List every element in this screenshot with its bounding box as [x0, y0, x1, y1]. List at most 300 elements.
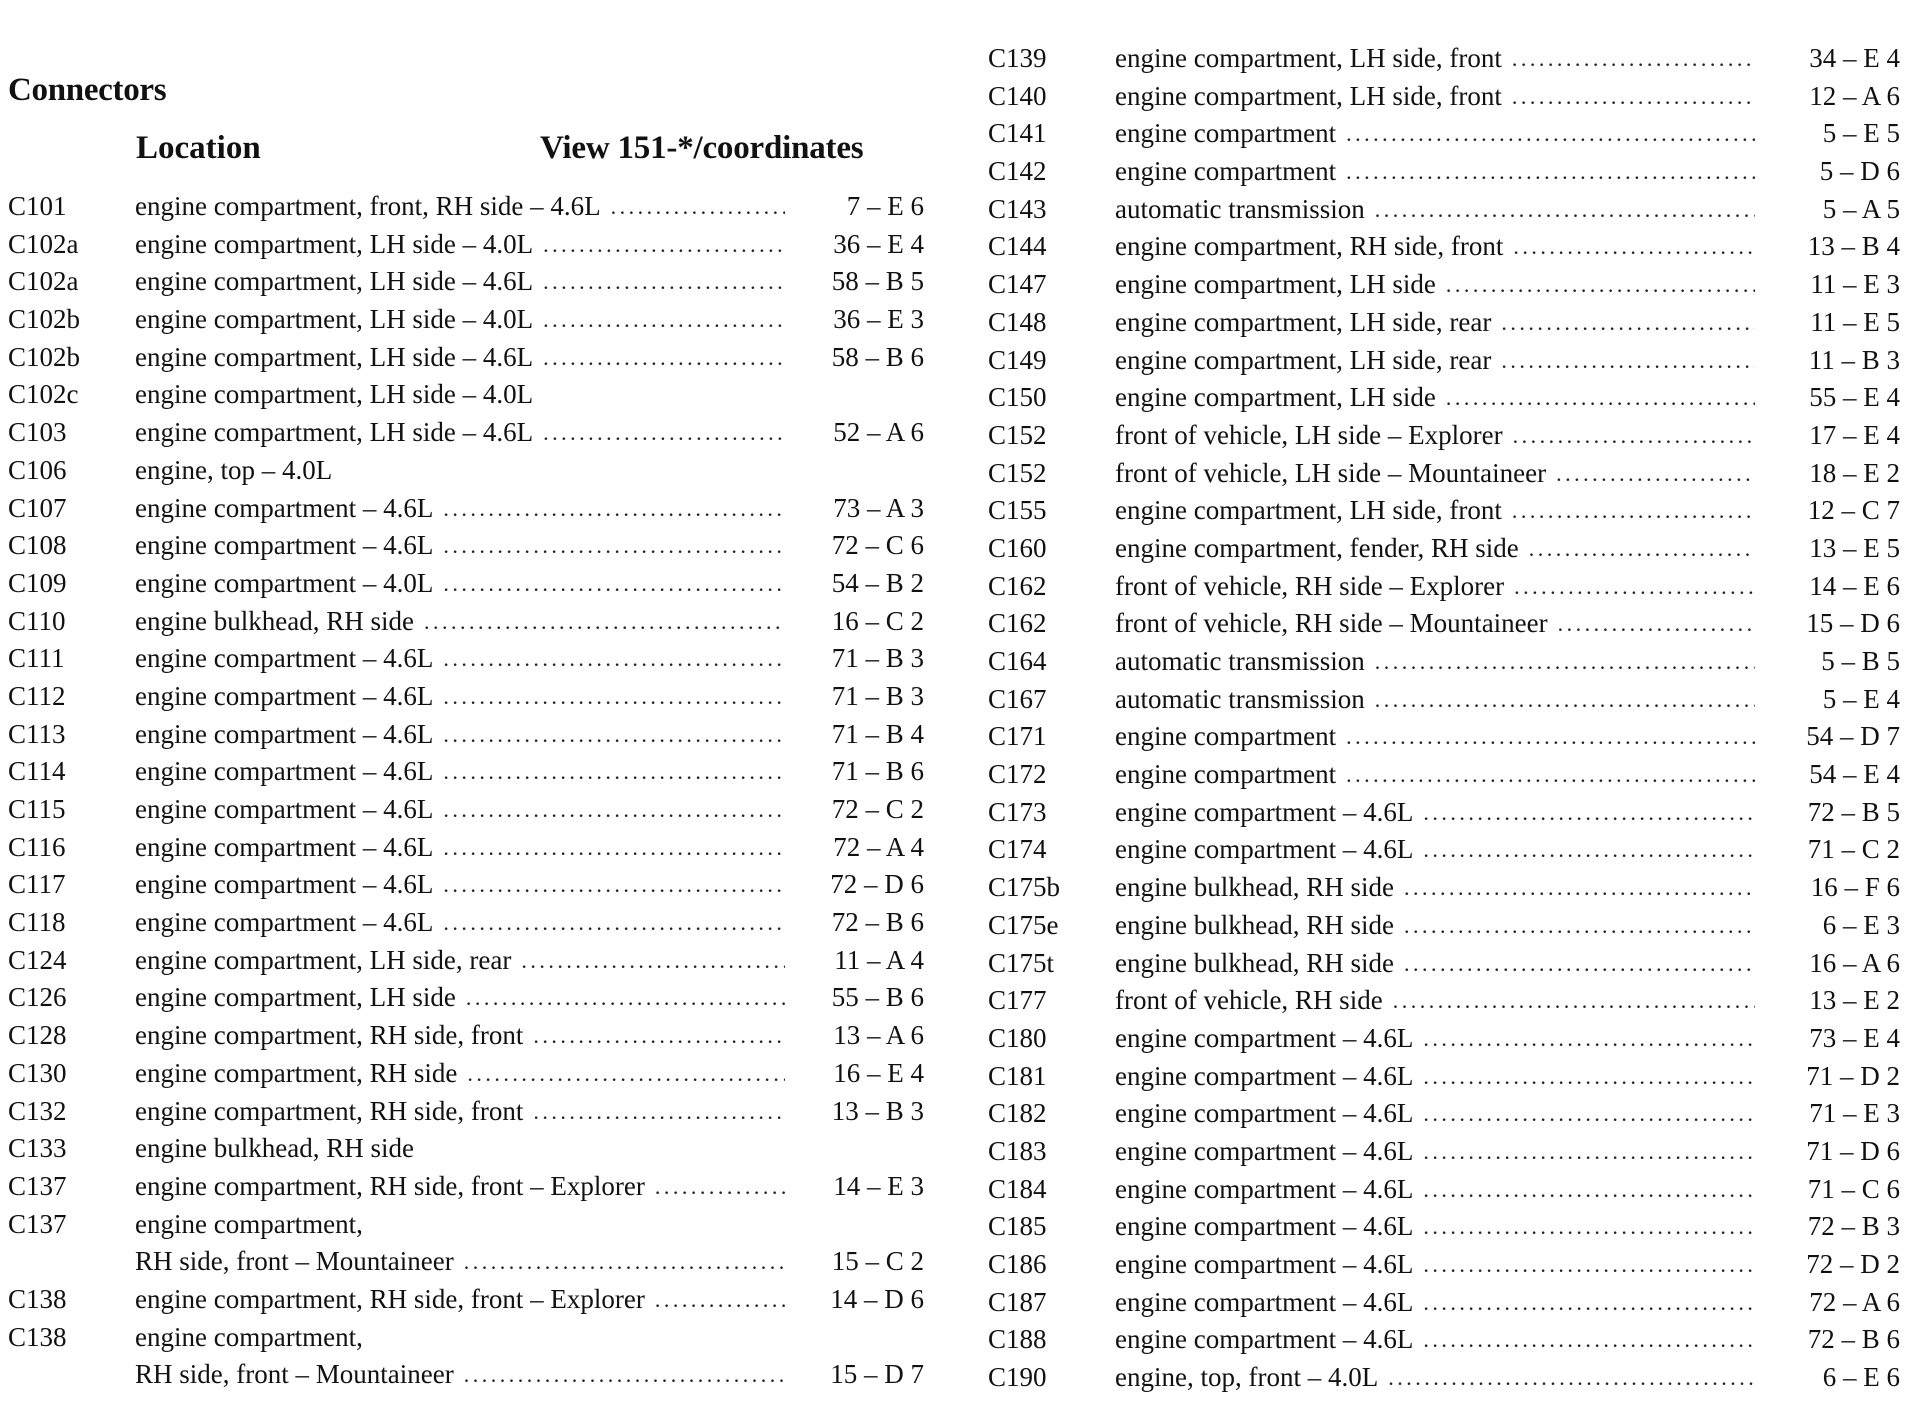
connector-id: C173 [988, 796, 1047, 827]
connector-location [135, 1243, 785, 1281]
connector-location [135, 1356, 785, 1394]
connector-id: C140 [988, 80, 1047, 111]
connector-location [135, 1093, 785, 1131]
connector-location-text: engine bulkhead, RH side [1115, 947, 1394, 978]
connector-location [135, 1055, 785, 1093]
connector-id: C137 [8, 1170, 67, 1201]
connector-row [988, 982, 1900, 1020]
connector-location [135, 301, 785, 339]
dot-leader [1513, 417, 1755, 455]
connector-id: C164 [988, 646, 1047, 676]
dot-leader [611, 188, 785, 226]
dot-leader [1514, 568, 1755, 606]
dot-leader [1346, 756, 1755, 794]
connector-coordinates: 71 – C 2 [1807, 834, 1900, 865]
connector-coordinates: 58 – B 6 [831, 341, 924, 372]
connector-coordinates: 72 – A 6 [1809, 1286, 1900, 1317]
connector-id: C162 [988, 570, 1047, 601]
connector-location [135, 829, 785, 867]
connector-location [135, 1319, 785, 1357]
connector-row [988, 1058, 1900, 1096]
connector-location [135, 1168, 785, 1206]
connector-coordinates: 13 – E 2 [1809, 985, 1900, 1016]
dot-leader [1346, 115, 1755, 153]
connector-location-text: engine compartment, LH side – 4.6L [135, 417, 534, 448]
connector-id: C181 [988, 1060, 1047, 1091]
connector-location-text: engine compartment, LH side, rear [135, 944, 512, 975]
connector-id: C141 [988, 118, 1047, 149]
dot-leader [1404, 945, 1755, 983]
connector-row [988, 78, 1900, 116]
connector-coordinates: 58 – B 5 [831, 266, 924, 297]
connector-row [988, 115, 1900, 153]
connector-location [1115, 228, 1755, 266]
connector-id: C167 [988, 683, 1047, 714]
connector-location [1115, 756, 1755, 794]
connector-location [1115, 1284, 1755, 1322]
connector-location [135, 226, 785, 264]
connector-row [988, 681, 1900, 719]
connector-location [1115, 605, 1755, 643]
connector-location-text: automatic transmission [1115, 646, 1365, 676]
connector-row [8, 716, 924, 754]
connector-id: C175b [988, 872, 1061, 903]
connector-location [1115, 1095, 1755, 1133]
connector-location-text: engine, top – 4.0L [135, 454, 333, 485]
connector-location [1115, 304, 1755, 342]
connector-location-text: front of vehicle, LH side – Mountaineer [1115, 457, 1547, 488]
connector-location-text: engine compartment – 4.6L [1115, 1249, 1414, 1279]
connector-location [1115, 1133, 1755, 1171]
connector-coordinates: 12 – C 7 [1807, 495, 1900, 526]
dot-leader [1501, 304, 1755, 342]
connector-location [1115, 1058, 1755, 1096]
connector-row [988, 379, 1900, 417]
connector-coordinates: 17 – E 4 [1809, 419, 1900, 450]
connector-id: C152 [988, 419, 1047, 450]
connector-row [8, 1243, 924, 1281]
connector-id: C132 [8, 1095, 67, 1126]
connector-coordinates: 15 – C 2 [831, 1246, 924, 1277]
connector-location [1115, 945, 1755, 983]
connector-row [988, 718, 1900, 756]
connector-id: C107 [8, 492, 67, 523]
connector-id: C187 [988, 1286, 1047, 1317]
connector-row [988, 492, 1900, 530]
dot-leader [443, 527, 785, 565]
connector-row [988, 869, 1900, 907]
connector-coordinates: 73 – E 4 [1809, 1022, 1900, 1053]
connector-id: C116 [8, 831, 66, 862]
connector-location-text: engine compartment, [135, 1321, 363, 1352]
connector-location [1115, 191, 1755, 229]
connector-location [135, 603, 785, 641]
connector-coordinates: 36 – E 3 [833, 304, 924, 335]
connector-row [988, 342, 1900, 380]
connector-coordinates: 12 – A 6 [1809, 80, 1900, 111]
connector-id: C177 [988, 985, 1047, 1016]
dot-leader [443, 829, 785, 867]
dot-leader [1423, 1208, 1755, 1246]
connector-location-text: engine compartment – 4.6L [135, 530, 434, 561]
dot-leader [1375, 681, 1755, 719]
connector-location-text: engine compartment – 4.6L [135, 680, 434, 711]
connector-location-text: engine compartment, RH side [135, 1057, 458, 1088]
connector-location-text: engine compartment, RH side, front [135, 1095, 524, 1126]
connector-location [1115, 907, 1755, 945]
dot-leader [533, 1017, 785, 1055]
connector-location-text: engine compartment, LH side, rear [1115, 344, 1492, 375]
connector-coordinates: 36 – E 4 [833, 228, 924, 259]
connector-row [988, 643, 1900, 681]
dot-leader [373, 1206, 785, 1244]
connector-coordinates: 55 – B 6 [831, 982, 924, 1013]
connector-coordinates: 72 – C 2 [831, 794, 924, 824]
connector-id: C133 [8, 1133, 67, 1164]
connector-id: C102b [8, 341, 81, 372]
connector-id: C130 [8, 1057, 67, 1088]
connector-id: C102c [8, 379, 79, 410]
connector-location-text: engine, top, front – 4.0L [1115, 1362, 1379, 1393]
connector-location-text: engine compartment – 4.6L [135, 794, 434, 824]
connector-id: C184 [988, 1173, 1047, 1204]
connector-id: C108 [8, 530, 67, 561]
connector-location-text: engine compartment, LH side, front [1115, 43, 1502, 73]
connector-location [135, 452, 785, 490]
dot-leader [1388, 1359, 1755, 1397]
connector-row [8, 1017, 924, 1055]
connector-id: C149 [988, 344, 1047, 375]
connector-coordinates: 5 – D 6 [1819, 156, 1900, 187]
connector-row [988, 455, 1900, 493]
connector-location-text: engine compartment, fender, RH side [1115, 532, 1519, 563]
connector-location-text: engine compartment, RH side, front – Explorer [135, 1283, 645, 1314]
connector-row [8, 452, 924, 490]
dot-leader [1556, 455, 1755, 493]
connector-location [135, 1206, 785, 1244]
connector-coordinates: 16 – F 6 [1810, 872, 1900, 903]
connector-row [8, 791, 924, 829]
dot-leader [543, 226, 785, 264]
dot-leader [1423, 831, 1755, 869]
connector-coordinates: 11 – A 4 [834, 944, 924, 975]
connector-location-text: engine compartment [1115, 156, 1337, 187]
connector-location-text: engine compartment, RH side, front [1115, 231, 1504, 262]
view-column-header: View 151-*/coordinates [540, 130, 864, 166]
connector-location-text: front of vehicle, RH side – Mountaineer [1115, 608, 1548, 639]
dot-leader [443, 753, 785, 791]
connector-location-text: engine compartment – 4.6L [135, 756, 434, 787]
connector-location [1115, 153, 1755, 191]
connector-id: C101 [8, 191, 67, 221]
connector-coordinates: 15 – D 6 [1806, 608, 1900, 639]
connector-row [8, 263, 924, 301]
dot-leader [443, 904, 785, 942]
connector-location-text: engine bulkhead, RH side [1115, 909, 1394, 940]
connector-row [8, 1055, 924, 1093]
connector-coordinates: 71 – B 4 [831, 718, 924, 749]
connector-row [988, 417, 1900, 455]
connector-location-text: engine compartment, LH side, front [1115, 495, 1502, 526]
connector-location [1115, 1020, 1755, 1058]
connector-location [135, 490, 785, 528]
dot-leader [1375, 643, 1755, 681]
connector-location [1115, 794, 1755, 832]
connector-location [1115, 1171, 1755, 1209]
connector-location-text: engine compartment – 4.0L [135, 567, 434, 598]
connector-location [1115, 1321, 1755, 1359]
connector-location [1115, 568, 1755, 606]
connector-row [988, 831, 1900, 869]
connector-location [1115, 869, 1755, 907]
connector-location-text: engine compartment, LH side – 4.0L [135, 228, 534, 259]
dot-leader [543, 339, 785, 377]
connector-coordinates: 71 – C 6 [1807, 1173, 1900, 1204]
connector-location-text: engine compartment – 4.6L [1115, 834, 1414, 865]
connector-location [135, 791, 785, 829]
connector-id: C180 [988, 1022, 1047, 1053]
connector-location [135, 753, 785, 791]
connector-row [8, 188, 924, 226]
connector-id: C152 [988, 457, 1047, 488]
connector-id: C103 [8, 417, 67, 448]
connector-row [8, 904, 924, 942]
dot-leader [1346, 718, 1755, 756]
connector-id: C144 [988, 231, 1047, 262]
connector-coordinates: 11 – E 5 [1810, 306, 1900, 337]
dot-leader [443, 565, 785, 603]
connector-location-text: engine compartment, LH side – 4.6L [135, 266, 534, 297]
connector-location-text: engine compartment – 4.6L [135, 907, 434, 938]
dot-leader [1393, 982, 1755, 1020]
connector-location [1115, 982, 1755, 1020]
connector-coordinates: 13 – E 5 [1809, 532, 1900, 563]
connector-location [135, 716, 785, 754]
connector-location-text: engine bulkhead, RH side [135, 605, 414, 636]
connector-row [8, 1093, 924, 1131]
connector-location-text: engine compartment – 4.6L [135, 718, 434, 749]
connector-location [1115, 266, 1755, 304]
connector-coordinates: 16 – E 4 [833, 1057, 924, 1088]
connector-id: C111 [8, 643, 65, 674]
dot-leader [543, 414, 785, 452]
connector-row [8, 226, 924, 264]
connector-location [135, 904, 785, 942]
connector-row [8, 1281, 924, 1319]
connector-location-text: engine compartment, LH side – 4.0L [135, 304, 534, 335]
connector-location-text: engine compartment [1115, 721, 1337, 752]
connector-coordinates: 72 – C 6 [831, 530, 924, 561]
connector-location-text: engine compartment, [135, 1208, 363, 1239]
connector-location-text: engine compartment – 4.6L [1115, 1022, 1414, 1053]
connector-id: C150 [988, 382, 1047, 413]
dot-leader [424, 1130, 785, 1168]
dot-leader [1513, 228, 1755, 266]
dot-leader [443, 716, 785, 754]
connector-id: C175t [988, 947, 1055, 978]
connector-location [1115, 1246, 1755, 1284]
dot-leader [466, 979, 785, 1017]
dot-leader [1404, 907, 1755, 945]
connector-id: C114 [8, 756, 66, 787]
dot-leader [533, 1093, 785, 1131]
connector-id: C126 [8, 982, 67, 1013]
connector-row [8, 603, 924, 641]
connector-id: C183 [988, 1135, 1047, 1166]
connector-row [988, 945, 1900, 983]
dot-leader [467, 1055, 785, 1093]
connector-location [135, 376, 785, 414]
connector-coordinates: 73 – A 3 [833, 492, 924, 523]
connector-coordinates: 14 – E 3 [833, 1170, 924, 1201]
connector-coordinates: 71 – D 2 [1806, 1060, 1900, 1091]
connector-location [135, 866, 785, 904]
connector-location [135, 1130, 785, 1168]
connector-coordinates: 71 – B 6 [831, 756, 924, 787]
connector-location-text: engine compartment, RH side, front [135, 1020, 524, 1051]
connector-id: C118 [8, 907, 66, 938]
connector-row [8, 1130, 924, 1168]
connector-row [988, 530, 1900, 568]
dot-leader [1512, 78, 1755, 116]
connector-row [988, 1133, 1900, 1171]
left-connector-list [8, 188, 924, 1394]
connector-row [988, 1321, 1900, 1359]
connector-location [1115, 342, 1755, 380]
connector-coordinates: 72 – B 3 [1807, 1211, 1900, 1242]
connector-location-text: engine compartment, LH side [1115, 382, 1436, 413]
connector-coordinates: 11 – B 3 [1808, 344, 1900, 375]
connector-location-text: engine compartment – 4.6L [135, 831, 434, 862]
page-title: Connectors [8, 72, 167, 108]
connector-id: C110 [8, 605, 66, 636]
connector-location-text: RH side, front – Mountaineer [135, 1246, 454, 1277]
connector-row [8, 979, 924, 1017]
connector-location [135, 565, 785, 603]
connector-id: C128 [8, 1020, 67, 1051]
dot-leader [1423, 1246, 1755, 1284]
connector-coordinates: 14 – D 6 [830, 1283, 924, 1314]
dot-leader [1512, 40, 1755, 78]
connector-row [988, 40, 1900, 78]
connector-location-text: front of vehicle, LH side – Explorer [1115, 419, 1503, 450]
dot-leader [521, 942, 785, 980]
connector-coordinates: 6 – E 3 [1822, 909, 1900, 940]
connector-location [1115, 831, 1755, 869]
connector-row [8, 942, 924, 980]
connector-location-text: engine compartment, LH side [135, 982, 456, 1013]
dot-leader [1423, 1095, 1755, 1133]
connector-row [988, 907, 1900, 945]
dot-leader [1404, 869, 1755, 907]
connector-row [8, 1356, 924, 1394]
connector-row [8, 339, 924, 377]
connector-row [8, 527, 924, 565]
dot-leader [464, 1356, 785, 1394]
connector-id: C139 [988, 43, 1047, 73]
connector-id: C142 [988, 156, 1047, 187]
connector-coordinates: 72 – B 6 [1807, 1324, 1900, 1355]
connector-row [988, 756, 1900, 794]
connector-location-text: engine compartment [1115, 759, 1337, 790]
connector-row [8, 678, 924, 716]
connector-id: C109 [8, 567, 67, 598]
connector-coordinates: 34 – E 4 [1809, 43, 1900, 73]
connector-location [135, 1281, 785, 1319]
connector-location [135, 527, 785, 565]
connector-row [8, 376, 924, 414]
dot-leader [373, 1319, 785, 1357]
connector-id: C190 [988, 1362, 1047, 1393]
dot-leader [464, 1243, 785, 1281]
connector-location-text: engine compartment – 4.6L [1115, 796, 1414, 827]
connector-id: C172 [988, 759, 1047, 790]
dot-leader [1375, 191, 1755, 229]
connector-id: C138 [8, 1321, 67, 1352]
dot-leader [1423, 1284, 1755, 1322]
dot-leader [1529, 530, 1755, 568]
connector-id: C147 [988, 269, 1047, 300]
connector-location-text: front of vehicle, RH side – Explorer [1115, 570, 1505, 601]
connector-location-text: engine compartment, RH side, front – Explorer [135, 1170, 645, 1201]
connector-row [8, 490, 924, 528]
connector-location-text: engine compartment, LH side, rear [1115, 306, 1492, 337]
connector-location-text: engine compartment – 4.6L [135, 869, 434, 900]
dot-leader [1423, 794, 1755, 832]
connector-row [8, 1206, 924, 1244]
connector-coordinates: 72 – D 6 [830, 869, 924, 900]
connector-row [8, 301, 924, 339]
connector-location [135, 414, 785, 452]
dot-leader [1346, 153, 1755, 191]
connector-row [8, 414, 924, 452]
connector-location-text: engine compartment, LH side [1115, 269, 1436, 300]
connector-coordinates: 52 – A 6 [833, 417, 924, 448]
connector-id: C102b [8, 304, 81, 335]
connector-row [8, 829, 924, 867]
connector-location-text: engine compartment – 4.6L [1115, 1211, 1414, 1242]
connector-id: C137 [8, 1208, 67, 1239]
connector-coordinates: 5 – A 5 [1822, 193, 1900, 224]
location-column-header: Location [136, 130, 261, 166]
dot-leader [1501, 342, 1755, 380]
connector-location [135, 640, 785, 678]
connector-coordinates: 71 – E 3 [1809, 1098, 1900, 1129]
connector-location-text: engine compartment – 4.6L [1115, 1098, 1414, 1129]
connector-location [1115, 115, 1755, 153]
connector-id: C160 [988, 532, 1047, 563]
connector-coordinates: 13 – A 6 [833, 1020, 924, 1051]
connector-location-text: automatic transmission [1115, 193, 1365, 224]
connector-id: C113 [8, 718, 66, 749]
connector-location [1115, 379, 1755, 417]
connector-location [135, 942, 785, 980]
connector-row [988, 1284, 1900, 1322]
connector-coordinates: 18 – E 2 [1809, 457, 1900, 488]
connector-coordinates: 72 – A 4 [833, 831, 924, 862]
connector-row [8, 866, 924, 904]
connector-id: C106 [8, 454, 67, 485]
connector-location [135, 979, 785, 1017]
connector-coordinates: 13 – B 4 [1807, 231, 1900, 262]
connector-id: C162 [988, 608, 1047, 639]
connector-location [135, 678, 785, 716]
dot-leader [424, 603, 785, 641]
dot-leader [543, 376, 785, 414]
connector-location-text: engine compartment – 4.6L [1115, 1324, 1414, 1355]
connector-id: C138 [8, 1283, 67, 1314]
connector-coordinates: 11 – E 3 [1810, 269, 1900, 300]
